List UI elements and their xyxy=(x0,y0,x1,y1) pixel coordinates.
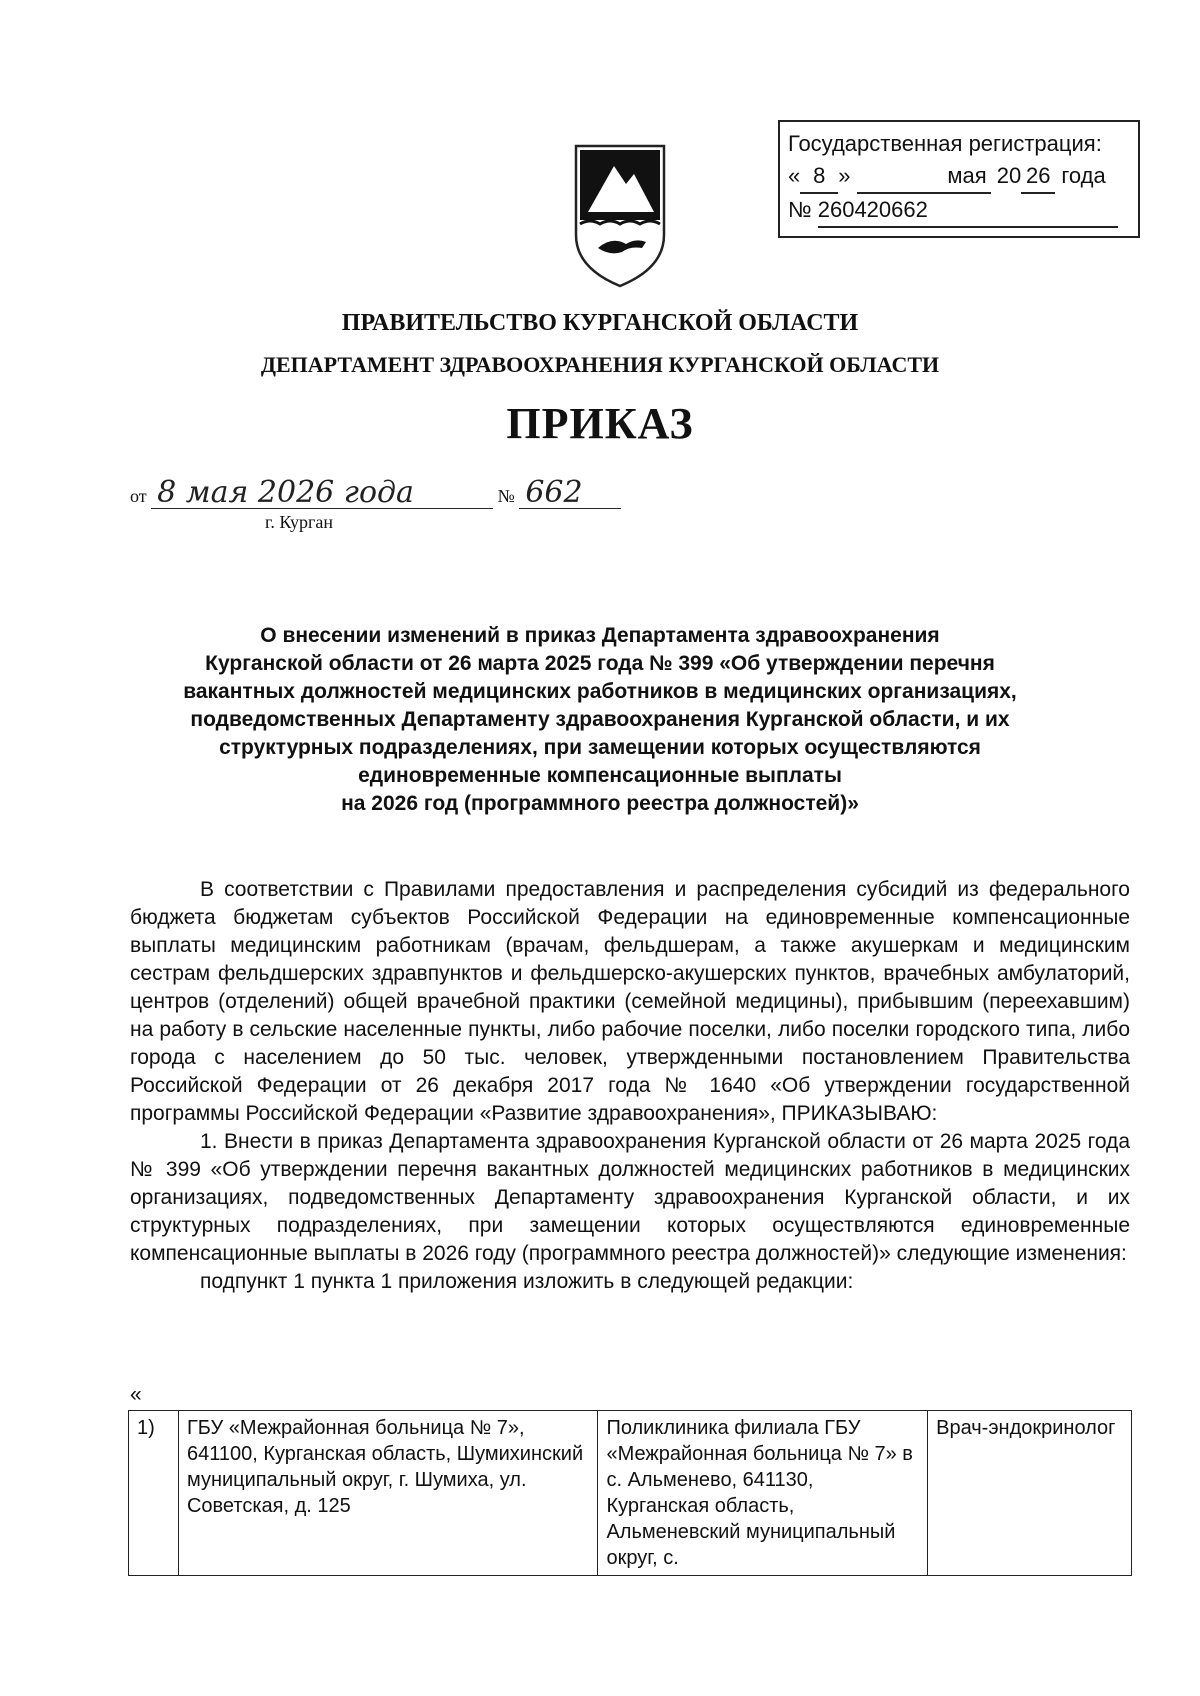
title-line: на 2026 год (программного реестра должностей)» xyxy=(341,792,859,815)
table-cell-subdivision: Поликлиника филиала ГБУ «Межрайонная больница № 7» в с. Альменево, 641130, Курганская область, Альменевский муниципальный округ, с. xyxy=(598,1411,928,1576)
registration-month: мая xyxy=(857,160,991,194)
registration-number-label: № xyxy=(788,197,812,222)
registration-year-prefix: 20 xyxy=(996,163,1022,188)
table-cell-position: Врач-эндокринолог xyxy=(928,1411,1132,1576)
title-line: вакантных должностей медицинских работников в медицинских организациях, xyxy=(183,680,1017,703)
order-from-label: от xyxy=(130,486,147,506)
table-cell-number: 1) xyxy=(129,1411,179,1576)
order-number-label: № xyxy=(497,486,515,506)
order-number: 662 xyxy=(519,478,621,509)
title-line: структурных подразделениях, при замещении которых осуществляются xyxy=(219,736,981,759)
government-title: ПРАВИТЕЛЬСТВО КУРГАНСКОЙ ОБЛАСТИ xyxy=(341,310,859,336)
table-row xyxy=(129,1411,1132,1576)
registration-label: Государственная регистрация: xyxy=(788,131,1102,156)
quote-open: « xyxy=(130,1383,142,1406)
registration-date: « 8 » мая 20 26 года xyxy=(788,160,1130,194)
department-title: ДЕПАРТАМЕНТ ЗДРАВООХРАНЕНИЯ КУРГАНСКОЙ ОБЛАСТИ xyxy=(260,352,940,377)
registration-number: 260420662 xyxy=(818,194,1118,228)
body-paragraph: 1. Внести в приказ Департамента здравоохранения Курганской области от 26 марта 2025 года № 399 «Об утверждении перечня вакантных должностей медицинских работников в медицинских организациях, подведомственных Департаменту здравоохранения Курганской области, и их структурных подразделениях, при замещении которых осуществляются единовременные компенсационные выплаты в 2026 году (программного реестра должностей)» следующие изменения: xyxy=(130,1130,1130,1265)
document-type: ПРИКАЗ xyxy=(506,399,694,448)
body-paragraph: В соответствии с Правилами предоставления и распределения субсидий из федерального бюджета бюджетам субъектов Российской Федерации на единовременные компенсационные выплаты медицинским работникам (врачам, фельдшерам, а также акушеркам и медицинским сестрам фельдшерских здравпунктов и фельдшерско-акушерских пунктов, врачебных амбулаторий, центров (отделений) общей врачебной практики (семейной медицины), прибывшим (переехавшим) на работу в сельские населенные пункты, либо рабочие поселки, либо поселки городского типа, либо города с населением до 50 тыс. человек, утвержденными постановлением Правительства Российской Федерации от 26 декабря 2017 года № 1640 «Об утверждении государственной программы Российской Федерации «Развитие здравоохранения», ПРИКАЗЫВАЮ: xyxy=(130,878,1130,1125)
order-city: г. Курган xyxy=(265,512,334,532)
registration-day: 8 xyxy=(800,160,838,194)
registration-year-suffix: 26 xyxy=(1021,160,1055,194)
registration-year-word: года xyxy=(1061,163,1106,188)
positions-table xyxy=(128,1410,1132,1576)
body-paragraph: подпункт 1 пункта 1 приложения изложить в следующей редакции: xyxy=(200,1270,854,1293)
title-line: единовременные компенсационные выплаты xyxy=(358,764,842,787)
title-line: Курганской области от 26 марта 2025 года № 399 «Об утверждении перечня xyxy=(205,652,995,675)
title-line: подведомственных Департаменту здравоохранения Курганской области, и их xyxy=(190,708,1010,731)
order-date: 8 мая 2026 года xyxy=(151,478,493,509)
title-line: О внесении изменений в приказ Департамента здравоохранения xyxy=(260,624,940,647)
table-cell-organization: ГБУ «Межрайонная больница № 7», 641100, Курганская область, Шумихинский муниципальный округ, г. Шумиха, ул. Советская, д. 125 xyxy=(178,1411,597,1576)
